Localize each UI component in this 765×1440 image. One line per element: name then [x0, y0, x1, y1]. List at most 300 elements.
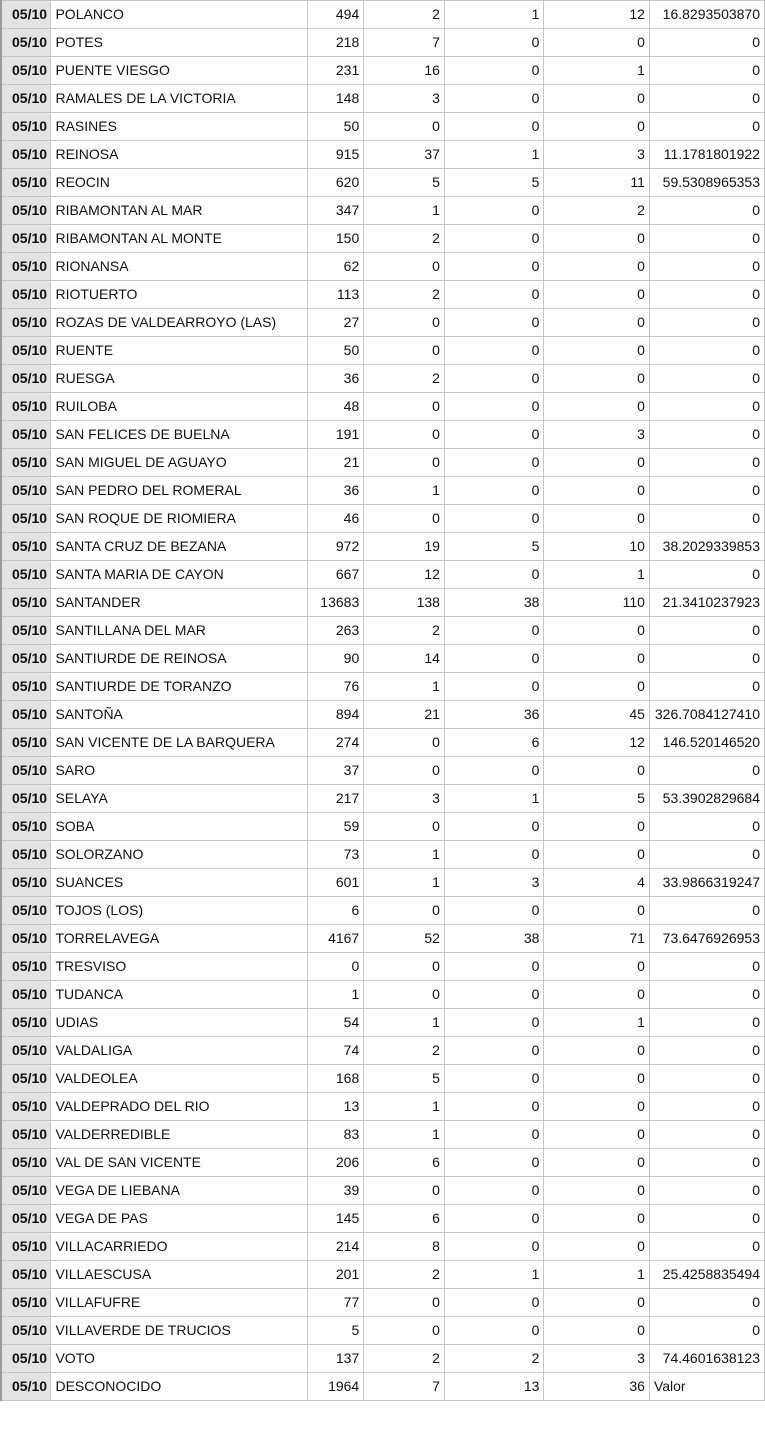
- value-cell-3[interactable]: 0: [444, 505, 544, 533]
- value-cell-2[interactable]: 21: [364, 701, 445, 729]
- value-cell-2[interactable]: 1: [364, 1009, 445, 1037]
- table-row[interactable]: [1, 1121, 765, 1149]
- value-cell-1[interactable]: 915: [308, 141, 364, 169]
- value-cell-4[interactable]: 0: [544, 1065, 650, 1093]
- table-row[interactable]: [1, 477, 765, 505]
- date-cell[interactable]: 05/10: [1, 393, 51, 421]
- value-cell-4[interactable]: 12: [544, 729, 650, 757]
- value-cell-2[interactable]: 2: [364, 281, 445, 309]
- municipality-cell[interactable]: VILLACARRIEDO: [51, 1233, 308, 1261]
- value-cell-2[interactable]: 19: [364, 533, 445, 561]
- value-cell-3[interactable]: 0: [444, 561, 544, 589]
- value-cell-3[interactable]: 3: [444, 869, 544, 897]
- table-row[interactable]: [1, 57, 765, 85]
- value-cell-1[interactable]: 148: [308, 85, 364, 113]
- value-cell-2[interactable]: 3: [364, 785, 445, 813]
- date-cell[interactable]: 05/10: [1, 421, 51, 449]
- date-cell[interactable]: 05/10: [1, 337, 51, 365]
- value-cell-4[interactable]: 0: [544, 1289, 650, 1317]
- value-cell-3[interactable]: 5: [444, 533, 544, 561]
- table-row[interactable]: [1, 1009, 765, 1037]
- value-cell-3[interactable]: 38: [444, 589, 544, 617]
- date-cell[interactable]: 05/10: [1, 141, 51, 169]
- municipality-cell[interactable]: REINOSA: [51, 141, 308, 169]
- date-cell[interactable]: 05/10: [1, 841, 51, 869]
- municipality-cell[interactable]: SANTILLANA DEL MAR: [51, 617, 308, 645]
- value-cell-1[interactable]: 48: [308, 393, 364, 421]
- value-cell-2[interactable]: 5: [364, 169, 445, 197]
- municipality-cell[interactable]: SANTIURDE DE TORANZO: [51, 673, 308, 701]
- value-cell-2[interactable]: 0: [364, 505, 445, 533]
- value-cell-2[interactable]: 0: [364, 897, 445, 925]
- date-cell[interactable]: 05/10: [1, 1261, 51, 1289]
- value-cell-3[interactable]: 0: [444, 253, 544, 281]
- date-cell[interactable]: 05/10: [1, 785, 51, 813]
- table-row[interactable]: [1, 113, 765, 141]
- municipality-cell[interactable]: SANTA CRUZ DE BEZANA: [51, 533, 308, 561]
- rate-cell[interactable]: 0: [649, 309, 764, 337]
- table-row[interactable]: [1, 981, 765, 1009]
- value-cell-2[interactable]: 0: [364, 393, 445, 421]
- table-row[interactable]: [1, 393, 765, 421]
- value-cell-1[interactable]: 59: [308, 813, 364, 841]
- value-cell-4[interactable]: 0: [544, 281, 650, 309]
- value-cell-3[interactable]: 1: [444, 1261, 544, 1289]
- municipality-cell[interactable]: SARO: [51, 757, 308, 785]
- municipality-cell[interactable]: RIOTUERTO: [51, 281, 308, 309]
- value-cell-4[interactable]: 2: [544, 197, 650, 225]
- table-row[interactable]: [1, 1261, 765, 1289]
- municipality-cell[interactable]: VILLAFUFRE: [51, 1289, 308, 1317]
- value-cell-4[interactable]: 0: [544, 365, 650, 393]
- value-cell-4[interactable]: 0: [544, 449, 650, 477]
- value-cell-3[interactable]: 0: [444, 1233, 544, 1261]
- value-cell-1[interactable]: 218: [308, 29, 364, 57]
- municipality-cell[interactable]: POTES: [51, 29, 308, 57]
- value-cell-3[interactable]: 0: [444, 1205, 544, 1233]
- value-cell-4[interactable]: 0: [544, 1093, 650, 1121]
- value-cell-3[interactable]: 0: [444, 281, 544, 309]
- value-cell-2[interactable]: 37: [364, 141, 445, 169]
- value-cell-4[interactable]: 3: [544, 1345, 650, 1373]
- table-row[interactable]: [1, 253, 765, 281]
- rate-cell[interactable]: 0: [649, 365, 764, 393]
- table-row[interactable]: [1, 841, 765, 869]
- value-cell-1[interactable]: 347: [308, 197, 364, 225]
- table-row[interactable]: [1, 953, 765, 981]
- rate-cell[interactable]: 0: [649, 953, 764, 981]
- value-cell-2[interactable]: 0: [364, 729, 445, 757]
- value-cell-1[interactable]: 620: [308, 169, 364, 197]
- value-cell-1[interactable]: 113: [308, 281, 364, 309]
- rate-cell[interactable]: 0: [649, 561, 764, 589]
- table-row[interactable]: [1, 1, 765, 29]
- rate-cell[interactable]: 0: [649, 421, 764, 449]
- rate-cell[interactable]: 0: [649, 57, 764, 85]
- value-cell-4[interactable]: 0: [544, 673, 650, 701]
- municipality-cell[interactable]: SANTOÑA: [51, 701, 308, 729]
- value-cell-1[interactable]: 62: [308, 253, 364, 281]
- table-row[interactable]: [1, 1317, 765, 1345]
- rate-cell[interactable]: 59.5308965353: [649, 169, 764, 197]
- value-cell-2[interactable]: 7: [364, 29, 445, 57]
- value-cell-3[interactable]: 0: [444, 393, 544, 421]
- municipality-cell[interactable]: SANTIURDE DE REINOSA: [51, 645, 308, 673]
- municipality-cell[interactable]: SAN ROQUE DE RIOMIERA: [51, 505, 308, 533]
- value-cell-4[interactable]: 4: [544, 869, 650, 897]
- municipality-cell[interactable]: RIBAMONTAN AL MAR: [51, 197, 308, 225]
- value-cell-2[interactable]: 8: [364, 1233, 445, 1261]
- rate-cell[interactable]: 33.9866319247: [649, 869, 764, 897]
- rate-cell[interactable]: 0: [649, 449, 764, 477]
- rate-cell[interactable]: 0: [649, 477, 764, 505]
- value-cell-3[interactable]: 0: [444, 309, 544, 337]
- value-cell-2[interactable]: 6: [364, 1149, 445, 1177]
- value-cell-2[interactable]: 2: [364, 225, 445, 253]
- table-row[interactable]: [1, 169, 765, 197]
- value-cell-1[interactable]: 27: [308, 309, 364, 337]
- municipality-cell[interactable]: VEGA DE PAS: [51, 1205, 308, 1233]
- value-cell-2[interactable]: 52: [364, 925, 445, 953]
- date-cell[interactable]: 05/10: [1, 981, 51, 1009]
- date-cell[interactable]: 05/10: [1, 1373, 51, 1401]
- date-cell[interactable]: 05/10: [1, 1317, 51, 1345]
- value-cell-2[interactable]: 138: [364, 589, 445, 617]
- table-row[interactable]: [1, 785, 765, 813]
- date-cell[interactable]: 05/10: [1, 953, 51, 981]
- municipality-cell[interactable]: VEGA DE LIEBANA: [51, 1177, 308, 1205]
- municipality-cell[interactable]: SANTANDER: [51, 589, 308, 617]
- value-cell-3[interactable]: 36: [444, 701, 544, 729]
- municipality-cell[interactable]: VAL DE SAN VICENTE: [51, 1149, 308, 1177]
- value-cell-2[interactable]: 2: [364, 1, 445, 29]
- date-cell[interactable]: 05/10: [1, 1289, 51, 1317]
- value-cell-4[interactable]: 1: [544, 1261, 650, 1289]
- municipality-cell[interactable]: RIONANSA: [51, 253, 308, 281]
- date-cell[interactable]: 05/10: [1, 309, 51, 337]
- value-cell-1[interactable]: 36: [308, 477, 364, 505]
- rate-cell[interactable]: Valor: [649, 1373, 764, 1401]
- table-row[interactable]: [1, 617, 765, 645]
- rate-cell[interactable]: 73.6476926953: [649, 925, 764, 953]
- municipality-cell[interactable]: POLANCO: [51, 1, 308, 29]
- value-cell-1[interactable]: 667: [308, 561, 364, 589]
- value-cell-1[interactable]: 972: [308, 533, 364, 561]
- value-cell-2[interactable]: 0: [364, 1317, 445, 1345]
- rate-cell[interactable]: 326.7084127410: [649, 701, 764, 729]
- value-cell-3[interactable]: 0: [444, 197, 544, 225]
- rate-cell[interactable]: 11.1781801922: [649, 141, 764, 169]
- municipality-cell[interactable]: VILLAVERDE DE TRUCIOS: [51, 1317, 308, 1345]
- rate-cell[interactable]: 0: [649, 1009, 764, 1037]
- value-cell-1[interactable]: 4167: [308, 925, 364, 953]
- value-cell-4[interactable]: 5: [544, 785, 650, 813]
- date-cell[interactable]: 05/10: [1, 1121, 51, 1149]
- value-cell-1[interactable]: 217: [308, 785, 364, 813]
- value-cell-4[interactable]: 36: [544, 1373, 650, 1401]
- value-cell-2[interactable]: 1: [364, 1093, 445, 1121]
- date-cell[interactable]: 05/10: [1, 113, 51, 141]
- value-cell-3[interactable]: 0: [444, 981, 544, 1009]
- rate-cell[interactable]: 0: [649, 1037, 764, 1065]
- date-cell[interactable]: 05/10: [1, 29, 51, 57]
- date-cell[interactable]: 05/10: [1, 561, 51, 589]
- value-cell-4[interactable]: 11: [544, 169, 650, 197]
- table-row[interactable]: [1, 225, 765, 253]
- table-row[interactable]: [1, 365, 765, 393]
- date-cell[interactable]: 05/10: [1, 449, 51, 477]
- municipality-cell[interactable]: VOTO: [51, 1345, 308, 1373]
- rate-cell[interactable]: 0: [649, 225, 764, 253]
- municipality-cell[interactable]: VALDALIGA: [51, 1037, 308, 1065]
- municipality-cell[interactable]: TUDANCA: [51, 981, 308, 1009]
- value-cell-2[interactable]: 12: [364, 561, 445, 589]
- date-cell[interactable]: 05/10: [1, 1233, 51, 1261]
- value-cell-1[interactable]: 50: [308, 113, 364, 141]
- date-cell[interactable]: 05/10: [1, 869, 51, 897]
- date-cell[interactable]: 05/10: [1, 1065, 51, 1093]
- value-cell-4[interactable]: 10: [544, 533, 650, 561]
- value-cell-3[interactable]: 0: [444, 1009, 544, 1037]
- value-cell-2[interactable]: 0: [364, 253, 445, 281]
- municipality-cell[interactable]: VALDEPRADO DEL RIO: [51, 1093, 308, 1121]
- value-cell-1[interactable]: 137: [308, 1345, 364, 1373]
- rate-cell[interactable]: 0: [649, 1317, 764, 1345]
- rate-cell[interactable]: 0: [649, 85, 764, 113]
- value-cell-1[interactable]: 206: [308, 1149, 364, 1177]
- value-cell-2[interactable]: 3: [364, 85, 445, 113]
- rate-cell[interactable]: 0: [649, 337, 764, 365]
- date-cell[interactable]: 05/10: [1, 477, 51, 505]
- value-cell-3[interactable]: 0: [444, 365, 544, 393]
- municipality-cell[interactable]: PUENTE VIESGO: [51, 57, 308, 85]
- date-cell[interactable]: 05/10: [1, 1037, 51, 1065]
- value-cell-1[interactable]: 201: [308, 1261, 364, 1289]
- rate-cell[interactable]: 25.4258835494: [649, 1261, 764, 1289]
- table-row[interactable]: [1, 701, 765, 729]
- date-cell[interactable]: 05/10: [1, 925, 51, 953]
- value-cell-4[interactable]: 0: [544, 1205, 650, 1233]
- date-cell[interactable]: 05/10: [1, 365, 51, 393]
- table-row[interactable]: [1, 1205, 765, 1233]
- value-cell-1[interactable]: 214: [308, 1233, 364, 1261]
- value-cell-1[interactable]: 1: [308, 981, 364, 1009]
- value-cell-3[interactable]: 0: [444, 1121, 544, 1149]
- value-cell-2[interactable]: 0: [364, 449, 445, 477]
- date-cell[interactable]: 05/10: [1, 253, 51, 281]
- table-row[interactable]: [1, 337, 765, 365]
- value-cell-1[interactable]: 601: [308, 869, 364, 897]
- rate-cell[interactable]: 0: [649, 813, 764, 841]
- rate-cell[interactable]: 74.4601638123: [649, 1345, 764, 1373]
- municipality-cell[interactable]: VILLAESCUSA: [51, 1261, 308, 1289]
- date-cell[interactable]: 05/10: [1, 57, 51, 85]
- municipality-cell[interactable]: SELAYA: [51, 785, 308, 813]
- value-cell-3[interactable]: 0: [444, 449, 544, 477]
- rate-cell[interactable]: 0: [649, 29, 764, 57]
- value-cell-3[interactable]: 5: [444, 169, 544, 197]
- value-cell-2[interactable]: 1: [364, 673, 445, 701]
- table-row[interactable]: [1, 589, 765, 617]
- value-cell-3[interactable]: 0: [444, 1065, 544, 1093]
- table-row[interactable]: [1, 421, 765, 449]
- table-row[interactable]: [1, 757, 765, 785]
- value-cell-3[interactable]: 38: [444, 925, 544, 953]
- value-cell-4[interactable]: 0: [544, 841, 650, 869]
- rate-cell[interactable]: 0: [649, 1177, 764, 1205]
- table-row[interactable]: [1, 1065, 765, 1093]
- table-row[interactable]: [1, 1037, 765, 1065]
- value-cell-1[interactable]: 0: [308, 953, 364, 981]
- value-cell-4[interactable]: 0: [544, 225, 650, 253]
- value-cell-1[interactable]: 36: [308, 365, 364, 393]
- date-cell[interactable]: 05/10: [1, 197, 51, 225]
- value-cell-4[interactable]: 0: [544, 1177, 650, 1205]
- value-cell-2[interactable]: 6: [364, 1205, 445, 1233]
- value-cell-3[interactable]: 0: [444, 225, 544, 253]
- date-cell[interactable]: 05/10: [1, 1205, 51, 1233]
- value-cell-4[interactable]: 45: [544, 701, 650, 729]
- value-cell-4[interactable]: 0: [544, 645, 650, 673]
- table-row[interactable]: [1, 925, 765, 953]
- value-cell-1[interactable]: 76: [308, 673, 364, 701]
- municipality-cell[interactable]: TOJOS (LOS): [51, 897, 308, 925]
- rate-cell[interactable]: 0: [649, 1149, 764, 1177]
- table-row[interactable]: [1, 309, 765, 337]
- value-cell-1[interactable]: 54: [308, 1009, 364, 1037]
- value-cell-4[interactable]: 0: [544, 85, 650, 113]
- rate-cell[interactable]: 0: [649, 1289, 764, 1317]
- municipality-cell[interactable]: SAN PEDRO DEL ROMERAL: [51, 477, 308, 505]
- value-cell-1[interactable]: 50: [308, 337, 364, 365]
- date-cell[interactable]: 05/10: [1, 505, 51, 533]
- value-cell-1[interactable]: 894: [308, 701, 364, 729]
- table-row[interactable]: [1, 1149, 765, 1177]
- table-row[interactable]: [1, 729, 765, 757]
- table-row[interactable]: [1, 1177, 765, 1205]
- value-cell-3[interactable]: 0: [444, 617, 544, 645]
- value-cell-2[interactable]: 0: [364, 813, 445, 841]
- municipality-cell[interactable]: RIBAMONTAN AL MONTE: [51, 225, 308, 253]
- value-cell-4[interactable]: 12: [544, 1, 650, 29]
- value-cell-1[interactable]: 37: [308, 757, 364, 785]
- table-row[interactable]: [1, 645, 765, 673]
- value-cell-4[interactable]: 0: [544, 1233, 650, 1261]
- rate-cell[interactable]: 38.2029339853: [649, 533, 764, 561]
- value-cell-1[interactable]: 13683: [308, 589, 364, 617]
- municipality-cell[interactable]: SAN VICENTE DE LA BARQUERA: [51, 729, 308, 757]
- municipality-cell[interactable]: SOLORZANO: [51, 841, 308, 869]
- value-cell-1[interactable]: 77: [308, 1289, 364, 1317]
- value-cell-1[interactable]: 21: [308, 449, 364, 477]
- value-cell-3[interactable]: 0: [444, 29, 544, 57]
- value-cell-2[interactable]: 1: [364, 1121, 445, 1149]
- value-cell-4[interactable]: 0: [544, 617, 650, 645]
- value-cell-4[interactable]: 0: [544, 813, 650, 841]
- rate-cell[interactable]: 53.3902829684: [649, 785, 764, 813]
- date-cell[interactable]: 05/10: [1, 1345, 51, 1373]
- municipality-cell[interactable]: VALDERREDIBLE: [51, 1121, 308, 1149]
- value-cell-2[interactable]: 0: [364, 1289, 445, 1317]
- rate-cell[interactable]: 0: [649, 505, 764, 533]
- value-cell-2[interactable]: 1: [364, 477, 445, 505]
- value-cell-1[interactable]: 150: [308, 225, 364, 253]
- municipality-cell[interactable]: VALDEOLEA: [51, 1065, 308, 1093]
- value-cell-4[interactable]: 1: [544, 561, 650, 589]
- rate-cell[interactable]: 0: [649, 113, 764, 141]
- value-cell-3[interactable]: 0: [444, 477, 544, 505]
- municipality-cell[interactable]: REOCIN: [51, 169, 308, 197]
- value-cell-1[interactable]: 46: [308, 505, 364, 533]
- municipality-cell[interactable]: TRESVISO: [51, 953, 308, 981]
- value-cell-3[interactable]: 1: [444, 1, 544, 29]
- value-cell-1[interactable]: 39: [308, 1177, 364, 1205]
- value-cell-1[interactable]: 263: [308, 617, 364, 645]
- value-cell-1[interactable]: 13: [308, 1093, 364, 1121]
- value-cell-2[interactable]: 1: [364, 841, 445, 869]
- date-cell[interactable]: 05/10: [1, 1177, 51, 1205]
- value-cell-4[interactable]: 110: [544, 589, 650, 617]
- value-cell-3[interactable]: 0: [444, 673, 544, 701]
- municipality-cell[interactable]: ROZAS DE VALDEARROYO (LAS): [51, 309, 308, 337]
- rate-cell[interactable]: 0: [649, 1205, 764, 1233]
- municipality-cell[interactable]: UDIAS: [51, 1009, 308, 1037]
- table-row[interactable]: [1, 813, 765, 841]
- municipality-cell[interactable]: SANTA MARIA DE CAYON: [51, 561, 308, 589]
- municipality-cell[interactable]: SOBA: [51, 813, 308, 841]
- value-cell-4[interactable]: 0: [544, 897, 650, 925]
- value-cell-3[interactable]: 13: [444, 1373, 544, 1401]
- value-cell-1[interactable]: 73: [308, 841, 364, 869]
- table-row[interactable]: [1, 533, 765, 561]
- rate-cell[interactable]: 16.8293503870: [649, 1, 764, 29]
- value-cell-4[interactable]: 0: [544, 337, 650, 365]
- table-row[interactable]: [1, 869, 765, 897]
- value-cell-4[interactable]: 0: [544, 1317, 650, 1345]
- municipality-cell[interactable]: RUESGA: [51, 365, 308, 393]
- date-cell[interactable]: 05/10: [1, 225, 51, 253]
- value-cell-4[interactable]: 0: [544, 1149, 650, 1177]
- value-cell-2[interactable]: 0: [364, 757, 445, 785]
- value-cell-2[interactable]: 14: [364, 645, 445, 673]
- rate-cell[interactable]: 0: [649, 897, 764, 925]
- municipality-cell[interactable]: RAMALES DE LA VICTORIA: [51, 85, 308, 113]
- value-cell-4[interactable]: 0: [544, 953, 650, 981]
- rate-cell[interactable]: 0: [649, 645, 764, 673]
- value-cell-4[interactable]: 1: [544, 57, 650, 85]
- value-cell-3[interactable]: 0: [444, 1289, 544, 1317]
- table-row[interactable]: [1, 1093, 765, 1121]
- value-cell-4[interactable]: 0: [544, 393, 650, 421]
- value-cell-3[interactable]: 1: [444, 141, 544, 169]
- table-row[interactable]: [1, 29, 765, 57]
- rate-cell[interactable]: 146.520146520: [649, 729, 764, 757]
- date-cell[interactable]: 05/10: [1, 533, 51, 561]
- table-row[interactable]: [1, 897, 765, 925]
- rate-cell[interactable]: 0: [649, 841, 764, 869]
- value-cell-4[interactable]: 0: [544, 1121, 650, 1149]
- table-row[interactable]: [1, 281, 765, 309]
- value-cell-4[interactable]: 0: [544, 309, 650, 337]
- municipality-cell[interactable]: SAN MIGUEL DE AGUAYO: [51, 449, 308, 477]
- date-cell[interactable]: 05/10: [1, 645, 51, 673]
- value-cell-4[interactable]: 3: [544, 141, 650, 169]
- value-cell-2[interactable]: 0: [364, 1177, 445, 1205]
- rate-cell[interactable]: 0: [649, 1121, 764, 1149]
- rate-cell[interactable]: 0: [649, 393, 764, 421]
- value-cell-3[interactable]: 0: [444, 1317, 544, 1345]
- value-cell-3[interactable]: 0: [444, 1093, 544, 1121]
